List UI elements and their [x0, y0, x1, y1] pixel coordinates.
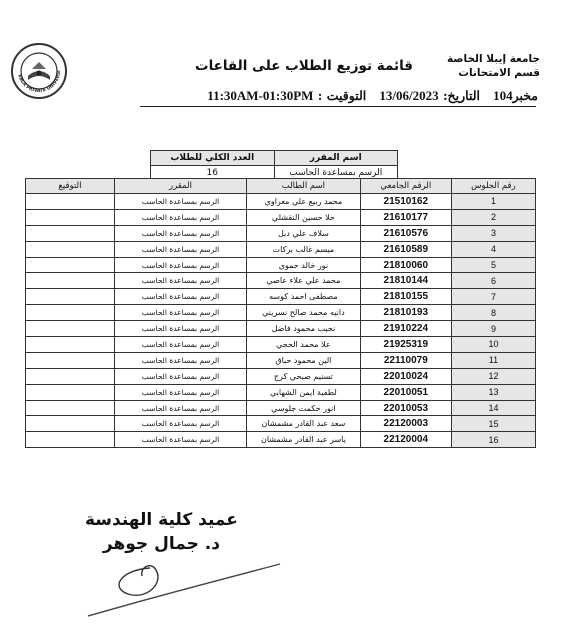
student-id-cell: 21810060	[360, 257, 451, 273]
dean-signature	[80, 540, 300, 624]
seat-column-header: رقم الجلوس	[451, 179, 535, 194]
student-name-cell: محمد ربيع علي معراوي	[247, 194, 361, 210]
course-name-header: اسم المقرر	[274, 151, 398, 166]
university-logo	[10, 42, 68, 100]
table-row	[26, 416, 536, 432]
page-title: قائمة توزيع الطلاب على القاعات	[195, 58, 414, 74]
logo-lettering: EBLA PRIVATE UNIVERSI	[16, 70, 63, 95]
course-cell: الرسم بمساعدة الحاسب	[114, 432, 246, 448]
table-row	[26, 194, 536, 210]
date-label: التاريخ:	[442, 88, 480, 103]
course-cell: الرسم بمساعدة الحاسب	[114, 352, 246, 368]
university-name: جامعة إيبلا الخاصة	[447, 53, 540, 65]
table-row	[26, 305, 536, 321]
student-id-cell: 21610177	[360, 209, 451, 225]
signature-cell	[26, 225, 115, 241]
seat-number-cell: 5	[451, 257, 535, 273]
signature-cell	[26, 209, 115, 225]
student-id-cell: 21610576	[360, 225, 451, 241]
signature-cell	[26, 305, 115, 321]
total-students-header: العدد الكلي للطلاب	[151, 151, 275, 166]
course-cell: الرسم بمساعدة الحاسب	[114, 289, 246, 305]
student-name-cell: نجيب محمود فاضل	[247, 321, 361, 337]
student-id-cell: 21610589	[360, 241, 451, 257]
signature-cell	[26, 400, 115, 416]
student-name-cell: الين محمود حباق	[247, 352, 361, 368]
header-divider	[140, 106, 536, 107]
table-row	[26, 432, 536, 448]
table-row	[26, 321, 536, 337]
course-column-header: المقرر	[114, 179, 246, 194]
table-row	[26, 257, 536, 273]
exam-time: 11:30AM-01:30PM	[207, 88, 314, 103]
course-cell: الرسم بمساعدة الحاسب	[114, 337, 246, 353]
department-name: قسم الامتحانات	[458, 67, 540, 79]
table-row	[26, 241, 536, 257]
seat-number-cell: 6	[451, 273, 535, 289]
signature-cell	[26, 384, 115, 400]
course-cell: الرسم بمساعدة الحاسب	[114, 321, 246, 337]
student-id-cell: 22120004	[360, 432, 451, 448]
students-table	[25, 178, 536, 448]
seat-number-cell: 7	[451, 289, 535, 305]
student-id-cell: 21925319	[360, 337, 451, 353]
student-name-cell: لطفية ايمن الشهابي	[247, 384, 361, 400]
course-cell: الرسم بمساعدة الحاسب	[114, 209, 246, 225]
seat-number-cell: 9	[451, 321, 535, 337]
seat-number-cell: 10	[451, 337, 535, 353]
seat-number-cell: 2	[451, 209, 535, 225]
table-row	[26, 400, 536, 416]
student-name-cell: انور حكمت جلوسي	[247, 400, 361, 416]
seat-number-cell: 3	[451, 225, 535, 241]
student-name-cell: سلاف علي دبل	[247, 225, 361, 241]
course-cell: الرسم بمساعدة الحاسب	[114, 225, 246, 241]
student-id-cell: 22010051	[360, 384, 451, 400]
course-cell: الرسم بمساعدة الحاسب	[114, 400, 246, 416]
student-name-cell: ياسر عبد القادر مشمشان	[247, 432, 361, 448]
university-seal-icon	[10, 42, 68, 100]
table-row	[26, 289, 536, 305]
signature-cell	[26, 241, 115, 257]
student-id-cell: 22120003	[360, 416, 451, 432]
signature-cell	[26, 337, 115, 353]
time-label: التوقيت :	[317, 88, 367, 103]
seat-number-cell: 8	[451, 305, 535, 321]
signature-cell	[26, 257, 115, 273]
lab-label: مخبر	[512, 88, 538, 103]
student-id-cell: 22010024	[360, 368, 451, 384]
exam-info	[207, 88, 538, 104]
student-id-cell: 21910224	[360, 321, 451, 337]
course-cell: الرسم بمساعدة الحاسب	[114, 384, 246, 400]
table-row	[26, 384, 536, 400]
signature-cell	[26, 352, 115, 368]
seat-number-cell: 15	[451, 416, 535, 432]
signature-cell	[26, 194, 115, 210]
course-summary-table	[150, 150, 398, 181]
student-name-cell: حلا حسين النقشلي	[247, 209, 361, 225]
signature-scribble-icon	[80, 540, 300, 620]
signature-cell	[26, 432, 115, 448]
student-name-cell: سعد عبد القادر مشمشان	[247, 416, 361, 432]
seat-number-cell: 4	[451, 241, 535, 257]
lab-number: 104	[493, 88, 513, 103]
student-id-cell: 21810155	[360, 289, 451, 305]
course-name-value: الرسم بمساعدة الحاسب	[274, 166, 398, 181]
table-row	[26, 368, 536, 384]
student-id-cell: 21810193	[360, 305, 451, 321]
student-name-cell: تسنيم صبحي كرج	[247, 368, 361, 384]
table-row	[26, 337, 536, 353]
table-row	[26, 273, 536, 289]
dean-title: عميد كلية الهندسة	[85, 510, 238, 530]
seat-number-cell: 14	[451, 400, 535, 416]
signature-cell	[26, 289, 115, 305]
course-cell: الرسم بمساعدة الحاسب	[114, 368, 246, 384]
course-cell: الرسم بمساعدة الحاسب	[114, 257, 246, 273]
student-name-cell: نور خالد حموي	[247, 257, 361, 273]
signature-cell	[26, 416, 115, 432]
signature-column-header: التوقيع	[26, 179, 115, 194]
exam-date: 13/06/2023	[379, 88, 439, 103]
course-cell: الرسم بمساعدة الحاسب	[114, 241, 246, 257]
table-row	[26, 209, 536, 225]
seat-number-cell: 1	[451, 194, 535, 210]
student-name-cell: ميسم غالب بركات	[247, 241, 361, 257]
student-name-cell: مصطفى احمد كوسه	[247, 289, 361, 305]
dean-name: د. جمال جوهر	[102, 534, 220, 554]
student-id-cell: 21510162	[360, 194, 451, 210]
student-name-cell: محمد علي علاء عاصي	[247, 273, 361, 289]
course-cell: الرسم بمساعدة الحاسب	[114, 273, 246, 289]
student-name-cell: دانيه محمد صالح نسريني	[247, 305, 361, 321]
total-students-value: 16	[151, 166, 275, 181]
table-row	[26, 352, 536, 368]
name-column-header: اسم الطالب	[247, 179, 361, 194]
id-column-header: الرقم الجامعي	[360, 179, 451, 194]
table-header-row	[26, 179, 536, 194]
seat-number-cell: 13	[451, 384, 535, 400]
student-id-cell: 22110079	[360, 352, 451, 368]
signature-cell	[26, 321, 115, 337]
table-row	[26, 225, 536, 241]
course-cell: الرسم بمساعدة الحاسب	[114, 305, 246, 321]
course-cell: الرسم بمساعدة الحاسب	[114, 194, 246, 210]
course-cell: الرسم بمساعدة الحاسب	[114, 416, 246, 432]
seat-number-cell: 12	[451, 368, 535, 384]
seat-number-cell: 16	[451, 432, 535, 448]
signature-cell	[26, 273, 115, 289]
student-name-cell: علا محمد الحجي	[247, 337, 361, 353]
university-header	[447, 52, 540, 80]
signature-cell	[26, 368, 115, 384]
student-id-cell: 21810144	[360, 273, 451, 289]
student-id-cell: 22010053	[360, 400, 451, 416]
seat-number-cell: 11	[451, 352, 535, 368]
